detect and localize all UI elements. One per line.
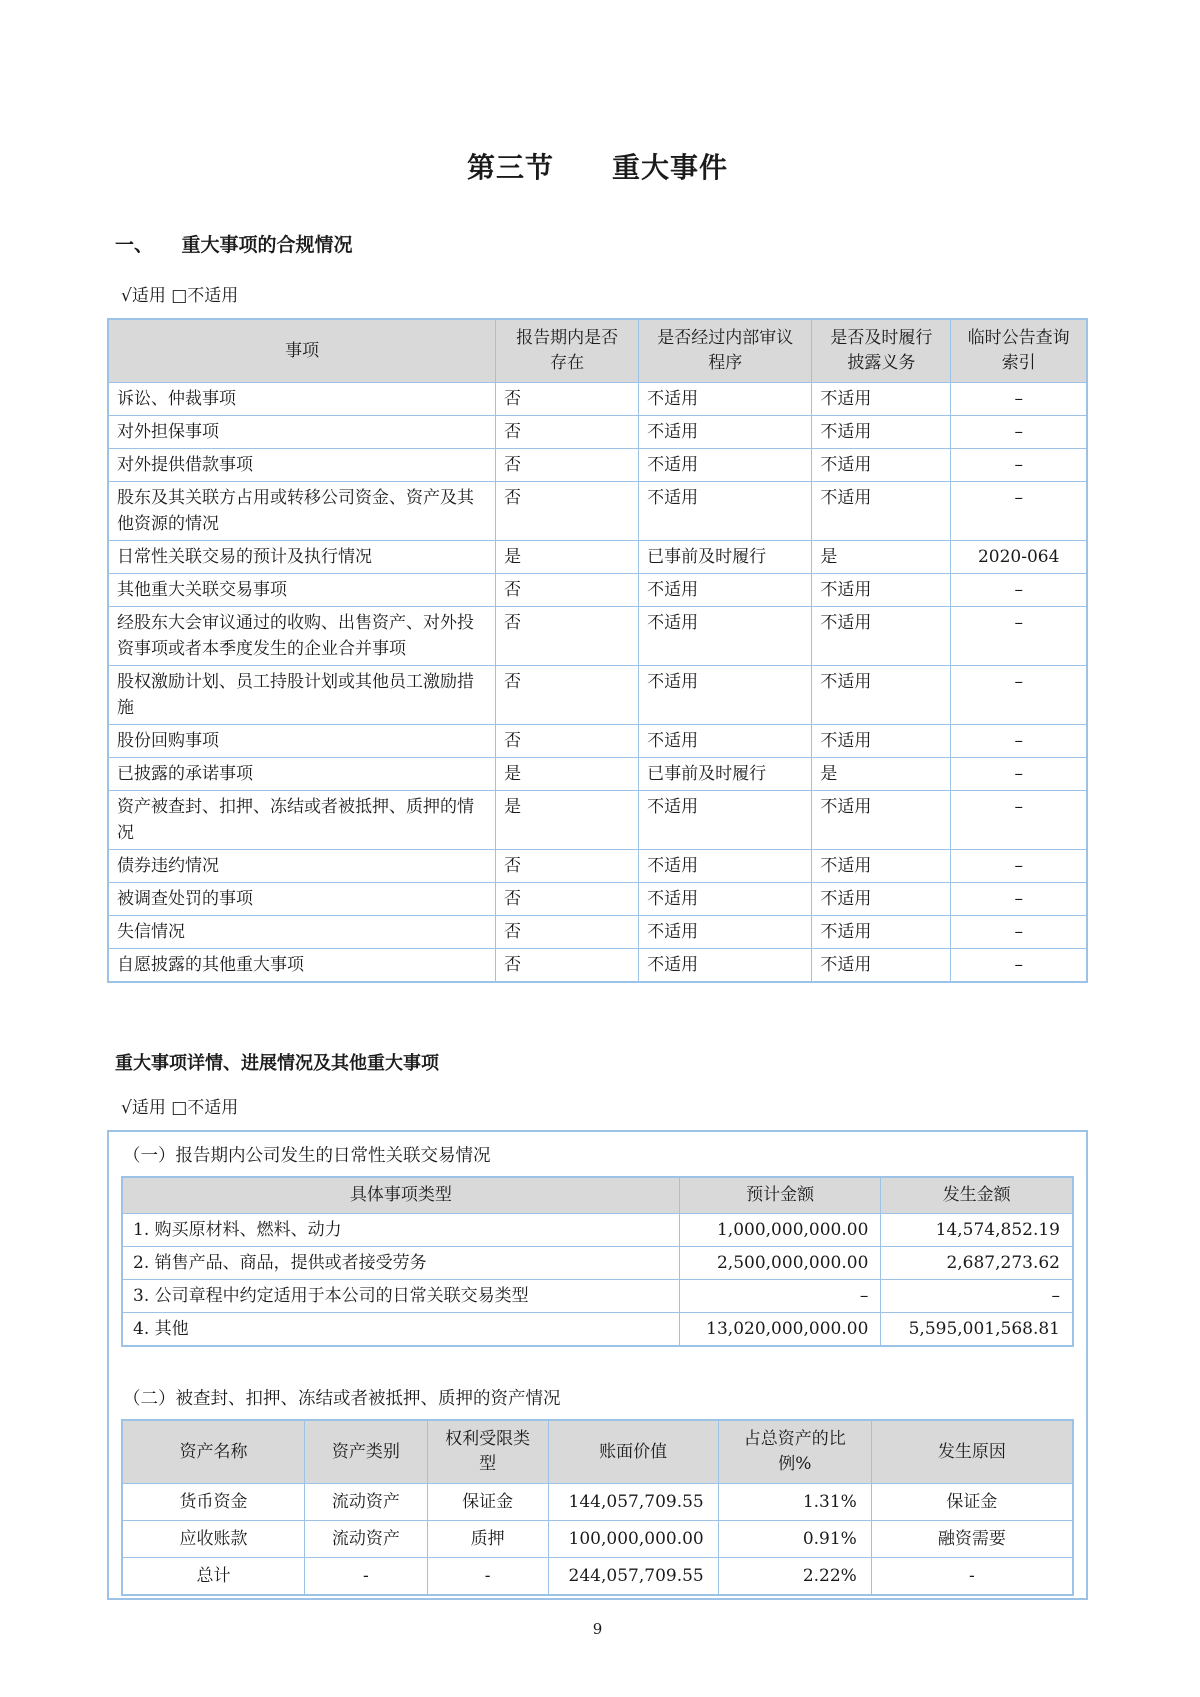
- table-cell: 不适用: [812, 850, 951, 883]
- table-header-cell: 占总资产的比例%: [718, 1420, 871, 1484]
- table-row: [108, 791, 1087, 850]
- table-cell: 否: [496, 482, 639, 541]
- subsection-heading-pledged-assets: （二）被查封、扣押、冻结或者被抵押、质押的资产情况: [123, 1389, 561, 1409]
- table-cell: 不适用: [639, 725, 812, 758]
- table-row: [122, 1558, 1073, 1596]
- table-row: [108, 541, 1087, 574]
- table-cell: 不适用: [639, 916, 812, 949]
- table-header-cell: 权利受限类型: [427, 1420, 548, 1484]
- table-cell: 不适用: [639, 482, 812, 541]
- table-cell: –: [951, 850, 1087, 883]
- table-cell: 不适用: [639, 791, 812, 850]
- table-cell: –: [951, 758, 1087, 791]
- table-row: [108, 607, 1087, 666]
- table-cell: 自愿披露的其他重大事项: [108, 949, 496, 983]
- table-cell: 不适用: [639, 416, 812, 449]
- table-row: [122, 1214, 1073, 1247]
- table-cell: 不适用: [812, 883, 951, 916]
- table-cell: 否: [496, 949, 639, 983]
- table-cell: 总计: [122, 1558, 305, 1596]
- table-cell: 否: [496, 666, 639, 725]
- table-row: [122, 1313, 1073, 1347]
- table-cell: -: [305, 1558, 428, 1596]
- table-header-cell: 预计金额: [679, 1177, 881, 1214]
- table-cell: 不适用: [639, 666, 812, 725]
- table-cell: 2. 销售产品、商品，提供或者接受劳务: [122, 1247, 679, 1280]
- table-cell: 否: [496, 916, 639, 949]
- page-number: 9: [592, 1620, 603, 1638]
- table-cell: 否: [496, 574, 639, 607]
- details-box: [107, 1130, 1088, 1600]
- table-cell: 否: [496, 607, 639, 666]
- table-header-cell: 发生原因: [871, 1420, 1073, 1484]
- table-row: [122, 1484, 1073, 1521]
- table-cell: 否: [496, 725, 639, 758]
- table-cell: –: [951, 725, 1087, 758]
- table-cell: 5,595,001,568.81: [881, 1313, 1073, 1347]
- table-cell: 不适用: [812, 666, 951, 725]
- table-cell: 应收账款: [122, 1521, 305, 1558]
- table-cell: 否: [496, 449, 639, 482]
- section-heading-compliance: 一、 重大事项的合规情况: [115, 234, 353, 256]
- table-cell: 不适用: [812, 949, 951, 983]
- table-cell: 经股东大会审议通过的收购、出售资产、对外投资事项或者本季度发生的企业合并事项: [108, 607, 496, 666]
- table-cell: 股份回购事项: [108, 725, 496, 758]
- table-cell: 流动资产: [305, 1521, 428, 1558]
- pledged-assets-body: [122, 1484, 1073, 1596]
- table-cell: 2,687,273.62: [881, 1247, 1073, 1280]
- table-cell: 不适用: [812, 725, 951, 758]
- pledged-assets-table: [121, 1419, 1074, 1596]
- applicability-note-details: √适用 □不适用: [121, 1098, 239, 1118]
- table-cell: 资产被查封、扣押、冻结或者被抵押、质押的情况: [108, 791, 496, 850]
- table-cell: 保证金: [871, 1484, 1073, 1521]
- table-cell: 1. 购买原材料、燃料、动力: [122, 1214, 679, 1247]
- table-row: [108, 949, 1087, 983]
- table-cell: 已事前及时履行: [639, 541, 812, 574]
- table-cell: –: [881, 1280, 1073, 1313]
- table-cell: 2,500,000,000.00: [679, 1247, 881, 1280]
- table-cell: –: [951, 791, 1087, 850]
- table-cell: 13,020,000,000.00: [679, 1313, 881, 1347]
- table-header-cell: 资产类别: [305, 1420, 428, 1484]
- table-row: [108, 449, 1087, 482]
- table-cell: 被调查处罚的事项: [108, 883, 496, 916]
- table-cell: 244,057,709.55: [548, 1558, 718, 1596]
- table-cell: 不适用: [812, 607, 951, 666]
- page-title: 第三节 重大事件: [466, 151, 728, 184]
- table-cell: –: [679, 1280, 881, 1313]
- table-cell: 不适用: [812, 916, 951, 949]
- table-header-cell: 具体事项类型: [122, 1177, 679, 1214]
- table-cell: 0.91%: [718, 1521, 871, 1558]
- table-header-cell: 事项: [108, 319, 496, 383]
- related-transactions-header-row: [122, 1177, 1073, 1214]
- table-row: [108, 482, 1087, 541]
- table-row: [122, 1521, 1073, 1558]
- table-cell: 是: [812, 758, 951, 791]
- table-cell: –: [951, 916, 1087, 949]
- table-cell: 不适用: [639, 883, 812, 916]
- table-cell: 是: [496, 758, 639, 791]
- table-cell: 不适用: [812, 416, 951, 449]
- table-row: [108, 758, 1087, 791]
- table-cell: 是: [812, 541, 951, 574]
- table-cell: 不适用: [639, 607, 812, 666]
- table-cell: 不适用: [812, 574, 951, 607]
- table-cell: 不适用: [639, 574, 812, 607]
- table-cell: –: [951, 949, 1087, 983]
- compliance-table-body: [108, 383, 1087, 983]
- table-cell: 流动资产: [305, 1484, 428, 1521]
- table-header-cell: 发生金额: [881, 1177, 1073, 1214]
- table-cell: 其他重大关联交易事项: [108, 574, 496, 607]
- table-cell: 不适用: [639, 449, 812, 482]
- table-row: [108, 883, 1087, 916]
- table-cell: 保证金: [427, 1484, 548, 1521]
- table-cell: 对外提供借款事项: [108, 449, 496, 482]
- table-cell: 不适用: [812, 791, 951, 850]
- related-transactions-body: [122, 1214, 1073, 1347]
- table-cell: 日常性关联交易的预计及执行情况: [108, 541, 496, 574]
- table-cell: 1.31%: [718, 1484, 871, 1521]
- table-cell: 货币资金: [122, 1484, 305, 1521]
- table-cell: 否: [496, 416, 639, 449]
- table-cell: 2.22%: [718, 1558, 871, 1596]
- section-heading-details: 重大事项详情、进展情况及其他重大事项: [115, 1053, 439, 1074]
- table-cell: 股权激励计划、员工持股计划或其他员工激励措施: [108, 666, 496, 725]
- table-cell: 1,000,000,000.00: [679, 1214, 881, 1247]
- table-cell: –: [951, 416, 1087, 449]
- table-cell: 融资需要: [871, 1521, 1073, 1558]
- table-header-cell: 账面价值: [548, 1420, 718, 1484]
- table-header-cell: 资产名称: [122, 1420, 305, 1484]
- table-row: [122, 1280, 1073, 1313]
- table-cell: 不适用: [639, 383, 812, 416]
- table-cell: 不适用: [639, 949, 812, 983]
- table-cell: 诉讼、仲裁事项: [108, 383, 496, 416]
- table-row: [108, 383, 1087, 416]
- table-cell: –: [951, 607, 1087, 666]
- table-cell: 是: [496, 791, 639, 850]
- table-row: [122, 1247, 1073, 1280]
- table-cell: 对外担保事项: [108, 416, 496, 449]
- applicability-note: √适用 □不适用: [121, 286, 239, 306]
- table-cell: 不适用: [812, 449, 951, 482]
- table-cell: 股东及其关联方占用或转移公司资金、资产及其他资源的情况: [108, 482, 496, 541]
- table-cell: 是: [496, 541, 639, 574]
- table-header-cell: 临时公告查询索引: [951, 319, 1087, 383]
- subsection-heading-related-transactions: （一）报告期内公司发生的日常性关联交易情况: [123, 1146, 491, 1166]
- table-cell: 否: [496, 883, 639, 916]
- table-header-cell: 是否及时履行披露义务: [812, 319, 951, 383]
- table-header-cell: 是否经过内部审议程序: [639, 319, 812, 383]
- spacer: [121, 1347, 1074, 1381]
- table-cell: 已披露的承诺事项: [108, 758, 496, 791]
- table-row: [108, 850, 1087, 883]
- table-cell: 质押: [427, 1521, 548, 1558]
- table-cell: 3. 公司章程中约定适用于本公司的日常关联交易类型: [122, 1280, 679, 1313]
- table-row: [108, 916, 1087, 949]
- compliance-table-header-row: [108, 319, 1087, 383]
- table-row: [108, 416, 1087, 449]
- table-cell: 100,000,000.00: [548, 1521, 718, 1558]
- table-cell: 失信情况: [108, 916, 496, 949]
- table-cell: –: [951, 666, 1087, 725]
- compliance-table: [107, 318, 1088, 983]
- table-cell: 已事前及时履行: [639, 758, 812, 791]
- table-cell: –: [951, 449, 1087, 482]
- table-cell: 不适用: [639, 850, 812, 883]
- table-cell: 144,057,709.55: [548, 1484, 718, 1521]
- table-cell: –: [951, 574, 1087, 607]
- table-cell: -: [427, 1558, 548, 1596]
- table-header-cell: 报告期内是否存在: [496, 319, 639, 383]
- table-cell: –: [951, 883, 1087, 916]
- table-cell: 不适用: [812, 482, 951, 541]
- table-row: [108, 574, 1087, 607]
- table-cell: -: [871, 1558, 1073, 1596]
- document-page: [107, 0, 1088, 1638]
- table-cell: –: [951, 383, 1087, 416]
- table-cell: –: [951, 482, 1087, 541]
- table-cell: 2020-064: [951, 541, 1087, 574]
- pledged-assets-header-row: [122, 1420, 1073, 1484]
- table-cell: 债券违约情况: [108, 850, 496, 883]
- table-cell: 不适用: [812, 383, 951, 416]
- table-row: [108, 725, 1087, 758]
- related-transactions-table: [121, 1176, 1074, 1347]
- table-cell: 否: [496, 850, 639, 883]
- table-cell: 14,574,852.19: [881, 1214, 1073, 1247]
- table-cell: 4. 其他: [122, 1313, 679, 1347]
- table-row: [108, 666, 1087, 725]
- table-cell: 否: [496, 383, 639, 416]
